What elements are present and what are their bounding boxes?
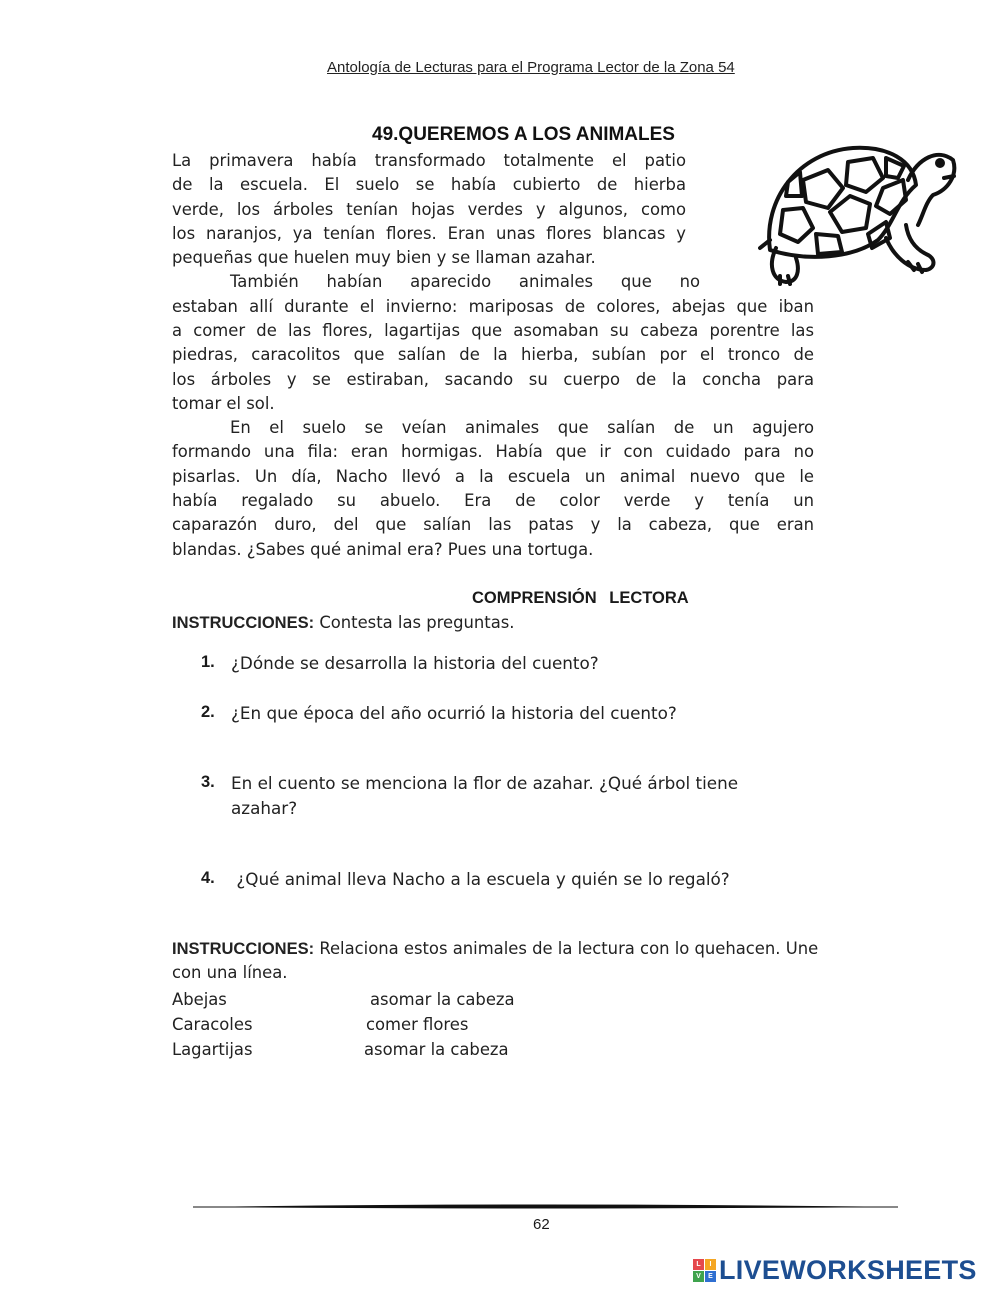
animal-label: Lagartijas <box>172 1040 253 1059</box>
instructions-label: INSTRUCCIONES: <box>172 940 315 958</box>
instructions-text: Relaciona estos animales de la lectura con lo quehacen. Une <box>319 939 819 958</box>
question-number: 3. <box>201 773 215 791</box>
instructions-text: con una línea. <box>172 963 288 982</box>
question-number: 4. <box>201 869 215 887</box>
brand-name: LIVEWORKSHEETS <box>719 1254 977 1285</box>
animal-label: Abejas <box>172 990 227 1009</box>
story-line: También habían aparecido animales que no <box>230 272 700 291</box>
page-header: Antología de Lecturas para el Programa Lector de la Zona 54 <box>327 59 735 76</box>
question-number: 2. <box>201 703 215 721</box>
action-label: asomar la cabeza <box>364 1040 509 1059</box>
story-line: verde, los árboles tenían hojas verdes y algunos, como <box>172 200 686 219</box>
question-text: En el cuento se menciona la flor de azahar. ¿Qué árbol tiene <box>231 773 739 793</box>
story-line: estaban allí durante el invierno: mariposas de colores, abejas que iban <box>172 297 814 316</box>
story-line: formando una fila: eran hormigas. Había que ir con cuidado para no <box>172 442 814 461</box>
story-line: blandas. ¿Sabes qué animal era? Pues una tortuga. <box>172 540 594 559</box>
instructions-1 <box>172 611 515 635</box>
action-label: asomar la cabeza <box>370 990 515 1009</box>
action-label: comer flores <box>366 1015 469 1034</box>
story-line: había regalado su abuelo. Era de color verde y tenía un <box>172 491 814 510</box>
story-line: a comer de las flores, lagartijas que asomaban su cabeza porentre las <box>172 321 814 340</box>
instructions-2 <box>172 937 818 961</box>
question-text: ¿Dónde se desarrolla la historia del cuento? <box>231 653 599 673</box>
story-line: caparazón duro, del que salían las patas y la cabeza, que eran <box>172 515 814 534</box>
logo-grid-icon: L I V E <box>693 1259 716 1282</box>
animal-label: Caracoles <box>172 1015 253 1034</box>
turtle-illustration <box>758 130 958 300</box>
instructions-text: Contesta las preguntas. <box>319 613 515 632</box>
question-text: azahar? <box>231 798 298 818</box>
story-line: los naranjos, ya tenían flores. Eran unas flores blancas y <box>172 224 686 243</box>
story-line: pisarlas. Un día, Nacho llevó a la escuela un animal nuevo que le <box>172 467 814 486</box>
footer-divider <box>193 1200 898 1214</box>
story-line: En el suelo se veían animales que salían de un agujero <box>230 418 814 437</box>
instructions-label: INSTRUCCIONES: <box>172 614 315 632</box>
story-line: piedras, caracolitos que salían de la hierba, subían por el tronco de <box>172 345 814 364</box>
page-number: 62 <box>533 1216 550 1233</box>
story-title: 49.QUEREMOS A LOS ANIMALES <box>372 124 675 145</box>
question-text: ¿En que época del año ocurrió la historia del cuento? <box>231 703 677 723</box>
story-line: tomar el sol. <box>172 394 275 413</box>
liveworksheets-logo[interactable] <box>693 1253 977 1287</box>
comprehension-title: COMPRENSIÓN LECTORA <box>472 589 689 607</box>
question-number: 1. <box>201 653 215 671</box>
question-text: ¿Qué animal lleva Nacho a la escuela y quién se lo regaló? <box>231 869 730 889</box>
story-line: de la escuela. El suelo se había cubierto de hierba <box>172 175 686 194</box>
story-line: los árboles y se estiraban, sacando su cuerpo de la concha para <box>172 370 814 389</box>
story-line: La primavera había transformado totalmente el patio <box>172 151 686 170</box>
story-line: pequeñas que huelen muy bien y se llaman azahar. <box>172 248 596 267</box>
